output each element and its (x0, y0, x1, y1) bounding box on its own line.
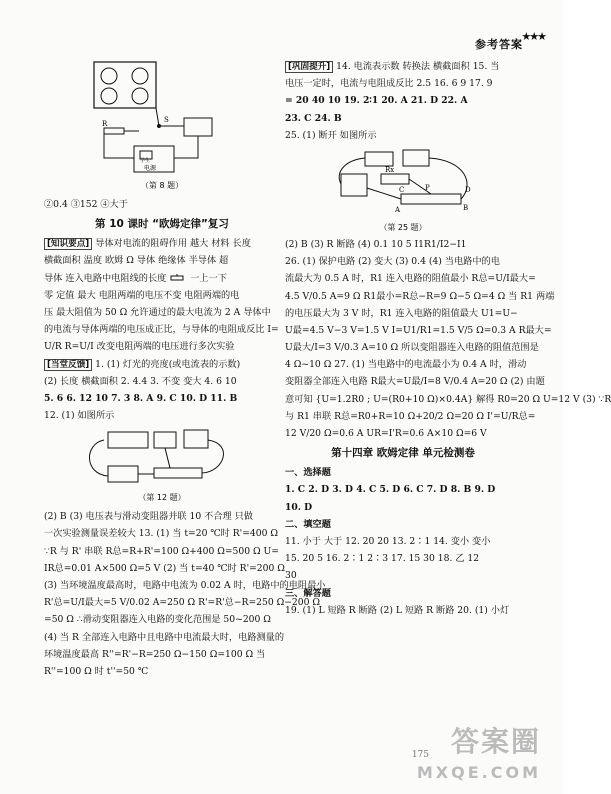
answer-line-19: (4) 当 R 全部连入电路中且电路中电流最大时，电路测量的 (44, 631, 285, 643)
answer-line-2: 横截面积 温度 欧姆 Ω 导体 绝缘体 半导体 超 (44, 255, 229, 267)
consolidate-line: [巩固提升] 14. 电流表示数 转换法 横截面积 15. 当 (285, 58, 521, 75)
figure-8-caption: （第 8 题） (140, 181, 184, 190)
label-p: P (425, 183, 430, 192)
answer-line-r4: 23. C 24. B (285, 112, 342, 124)
answer-line-5: 压 最大阻值为 50 Ω 允许通过的最大电流为 2 A 导体中 (44, 306, 271, 318)
tag-feedback: [当堂反馈] (44, 359, 92, 371)
section-title-lesson10: 第 10 课时 “欧姆定律”复习 (95, 218, 229, 231)
answer-line-r21: 15. 20 5 16. 2∶1 2∶3 17. 15 30 18. 乙 12 (285, 553, 480, 565)
figure-12 (44, 424, 280, 508)
section-solve: 三、解答题 (285, 587, 331, 599)
answer-line-4: 零 定值 最大 电阻两端的电压不变 电阻两端的电 (44, 289, 240, 301)
answer-line-r5: 25. (1) 断开 如图所示 (285, 129, 377, 141)
answer-line-11: 12. (1) 如图所示 (44, 410, 115, 422)
answer-line-0: ②0.4 ③152 ④大于 (44, 199, 128, 210)
section-fill: 二、填空题 (285, 518, 331, 530)
label-r: R (102, 120, 108, 128)
answer-line-r2: 电压一定时，电流与电阻成反比 2.5 16. 6 9 17. 9 (285, 78, 493, 90)
figure-25-caption: （第 25 题） (379, 222, 427, 232)
answer-line-r18: 1. C 2. D 3. D 4. C 5. D 6. C 7. D 8. B 9. D (285, 484, 496, 496)
rheostat-symbol (169, 274, 187, 282)
answer-line-6: 的电流与导体两端的电压成正比，与导体的电阻成反比 I= (44, 324, 279, 336)
answer-line-7: U/R R=U/I 改变电阻两端的电压进行多次实验 (44, 341, 235, 353)
label-a: A (395, 205, 401, 214)
header-stars: ★★★ (521, 30, 545, 43)
answer-line-17: R'总=U/I最大=5 V/0.02 A=250 Ω R'=R'总−R=250 Ω−200 Ω (44, 597, 321, 609)
label-d: D (465, 185, 471, 194)
label-b: B (463, 203, 469, 212)
answer-line-r10: 的电压最大为 3 V 时，R1 连入电路的阻值最大 U1=U− (285, 307, 518, 319)
figure-12-caption: （第 12 题） (138, 493, 186, 503)
answer-line-14: ∵R 与 R' 串联 R总=R+R'=100 Ω+400 Ω=500 Ω U= (44, 545, 279, 557)
label-s: S (164, 116, 169, 124)
answer-line-r13: 4 Ω~10 Ω 27. (1) 当电路中的电流最小为 0.4 A 时，滑动 (285, 359, 527, 371)
answer-line-21: R''=100 Ω 时 t''=50 ℃ (44, 665, 149, 677)
answer-line-r14: 变阻器全部连入电路 R最大=U最/I=8 V/0.4 A=20 Ω (2) 由题 (285, 376, 545, 388)
answer-line-10: 5. 6 6. 12 10 7. 3 8. A 9. C 10. D 11. B (44, 392, 238, 404)
watermark-url: MXQE.COM (416, 763, 541, 782)
label-c: C (399, 185, 405, 194)
answer-line-r7: 26. (1) 保护电路 (2) 变大 (3) 0.4 (4) 当电路中的电 (285, 256, 500, 268)
answer-line-r15: 意可知 {U=1.2R0 ; U=(R0+10 Ω)×0.4A} 解得 R0=20 Ω U=12 V (3) ∵R (285, 393, 611, 405)
section-title-chapter14: 第十四章 欧姆定律 单元检测卷 (331, 447, 475, 460)
header-logo: 参考答案 (475, 38, 523, 51)
figure-25 (285, 144, 521, 236)
tag-knowledge: [知识要点] (44, 238, 92, 250)
answer-line-3: 导体 连入电路中电阻线的长度 一上一下 (44, 272, 227, 284)
figure-25-diagram (285, 144, 521, 236)
figure-12-diagram (44, 424, 280, 508)
answer-line-16: (3) 当环境温度最高时，电路中电流为 0.02 A 时，电路中的电阻最小 (44, 580, 326, 591)
answer-line-r9: 4.5 V/0.5 A=9 Ω R1最小=R总−R=9 Ω−5 Ω=4 Ω 当 R1 两端 (285, 290, 555, 302)
answer-line-r3: = 20 40 10 19. 2∶1 20. A 21. D 22. A (285, 95, 468, 107)
answer-line-r8: 流最大为 0.5 A 时，R1 连入电路的阻值最小 R总=U/I最大= (285, 273, 536, 285)
answer-line-r12: U最大/I=3 V/0.3 A=10 Ω 所以变阻器连入电路的阻值范围是 (285, 342, 539, 354)
page-number: 175 (411, 750, 429, 760)
label-box: 电源 (144, 165, 157, 172)
label-rx: Rx (385, 165, 395, 174)
right-column (285, 58, 611, 619)
watermark-logo: 答案圈 (450, 725, 541, 758)
answer-line-18: =50 Ω ∴滑动变阻器连入电路的变化范围是 50~200 Ω (44, 614, 271, 626)
answer-line-9: (2) 长度 横截面积 2. 4.4 3. 不变 变大 4. 6 10 (44, 375, 237, 387)
figure-8 (44, 58, 280, 196)
section-choice: 一、选择题 (285, 467, 331, 479)
answer-line-r11: U最=4.5 V−3 V=1.5 V I=U1/R1=1.5 V/5 Ω=0.3 A R最大= (285, 324, 552, 336)
answer-line-r22: 30 (285, 570, 297, 582)
answer-line-12: (2) B (3) 电压表与滑动变阻器并联 10 不合理 只做 (44, 511, 253, 523)
figure-8-diagram (44, 58, 280, 196)
answer-line-13: 一次实验测量误差较大 13. (1) 当 t=20 ℃时 R'=400 Ω (44, 528, 278, 540)
answer-line-15: IR总=0.01 A×500 Ω=5 V (2) 当 t=40 ℃时 R'=200 Ω (44, 562, 285, 574)
tag-consolidate: [巩固提升] (285, 61, 333, 73)
answer-line-20: 环境温度最高 R''=R'−R=250 Ω−150 Ω=100 Ω 当 (44, 648, 266, 660)
answer-line-r20: 11. 小于 大于 12. 20 20 13. 2∶1 14. 变小 变小 (285, 535, 491, 547)
answer-line-r16: 与 R1 串联 R总=R0+R=10 Ω+20/2 Ω=20 Ω I'=U/R总= (285, 410, 536, 422)
answer-line-r6: (2) B (3) R 断路 (4) 0.1 10 5 I1R1/I2−I1 (285, 238, 467, 250)
knowledge-points-line: [知识要点] 导体对电流的阻碍作用 越大 材料 长度 (44, 235, 280, 252)
answer-line-r19: 10. D (285, 501, 313, 513)
label-sub: 学生 (140, 158, 151, 164)
feedback-line: [当堂反馈] 1. (1) 灯光的亮度(或电流表的示数) (44, 356, 280, 373)
answer-line-r23: 19. (1) L 短路 R 断路 (2) L 短路 R 断路 20. (1) 小灯 (285, 604, 510, 616)
answer-line-r17: 12 V/20 Ω=0.6 A UR=I'R=0.6 A×10 Ω=6 V (285, 428, 487, 439)
